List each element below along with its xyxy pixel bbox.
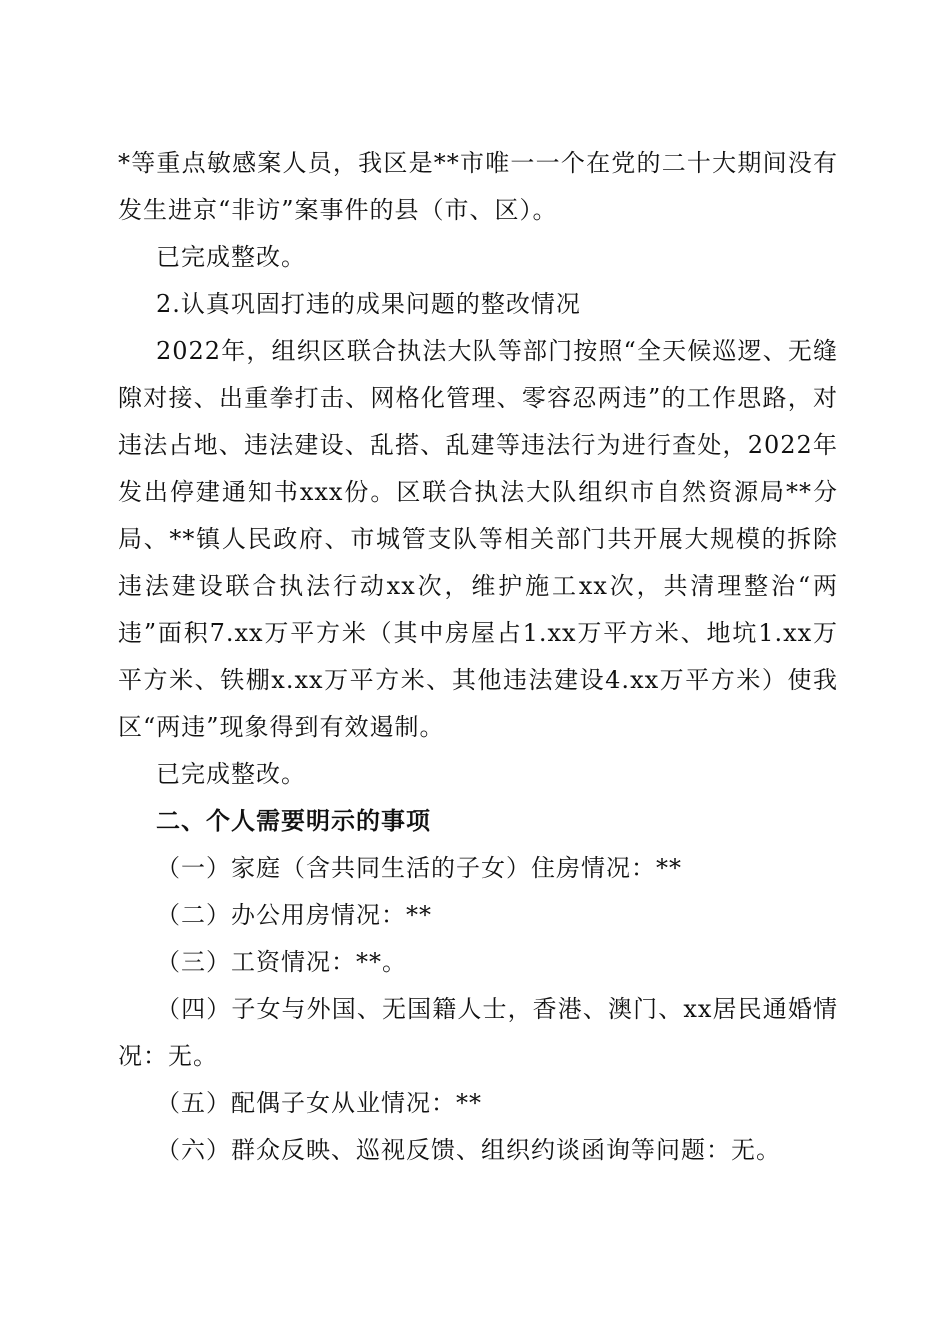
paragraph-sensitive-personnel: *等重点敏感案人员，我区是**市唯一一个在党的二十大期间没有发生进京“非访”案事件的县（市、区）。	[118, 149, 838, 224]
list-item-salary: （三）工资情况：**。	[156, 948, 407, 976]
section-heading: 二、个人需要明示的事项	[156, 807, 431, 835]
paragraph-rectification-complete-1: 已完成整改。	[156, 243, 306, 271]
paragraph-rectification-complete-2: 已完成整改。	[156, 760, 306, 788]
list-item-housing: （一）家庭（含共同生活的子女）住房情况：**	[156, 854, 682, 882]
list-item-issues: （六）群众反映、巡视反馈、组织约谈函询等问题：无。	[156, 1136, 781, 1164]
document-body	[118, 140, 838, 1174]
list-item-marriage: （四）子女与外国、无国籍人士，香港、澳门、xx居民通婚情况：无。	[118, 995, 838, 1070]
paragraph-enforcement-details: 2022年，组织区联合执法大队等部门按照“全天候巡逻、无缝隙对接、出重拳打击、网格化管理、零容忍两违”的工作思路，对违法占地、违法建设、乱搭、乱建等违法行为进行查处，2022年发出停建通知书xxx份。区联合执法大队组织市自然资源局**分局、**镇人民政府、市城管支队等相关部门共开展大规模的拆除违法建设联合执法行动xx次，维护施工xx次，共清理整治“两违”面积7.xx万平方米（其中房屋占1.xx万平方米、地坑1.xx万平方米、铁棚x.xx万平方米、其他违法建设4.xx万平方米）使我区“两违”现象得到有效遏制。	[118, 337, 838, 741]
subsection-heading: 2.认真巩固打违的成果问题的整改情况	[156, 290, 581, 318]
list-item-employment: （五）配偶子女从业情况：**	[156, 1089, 482, 1117]
list-item-office: （二）办公用房情况：**	[156, 901, 432, 929]
